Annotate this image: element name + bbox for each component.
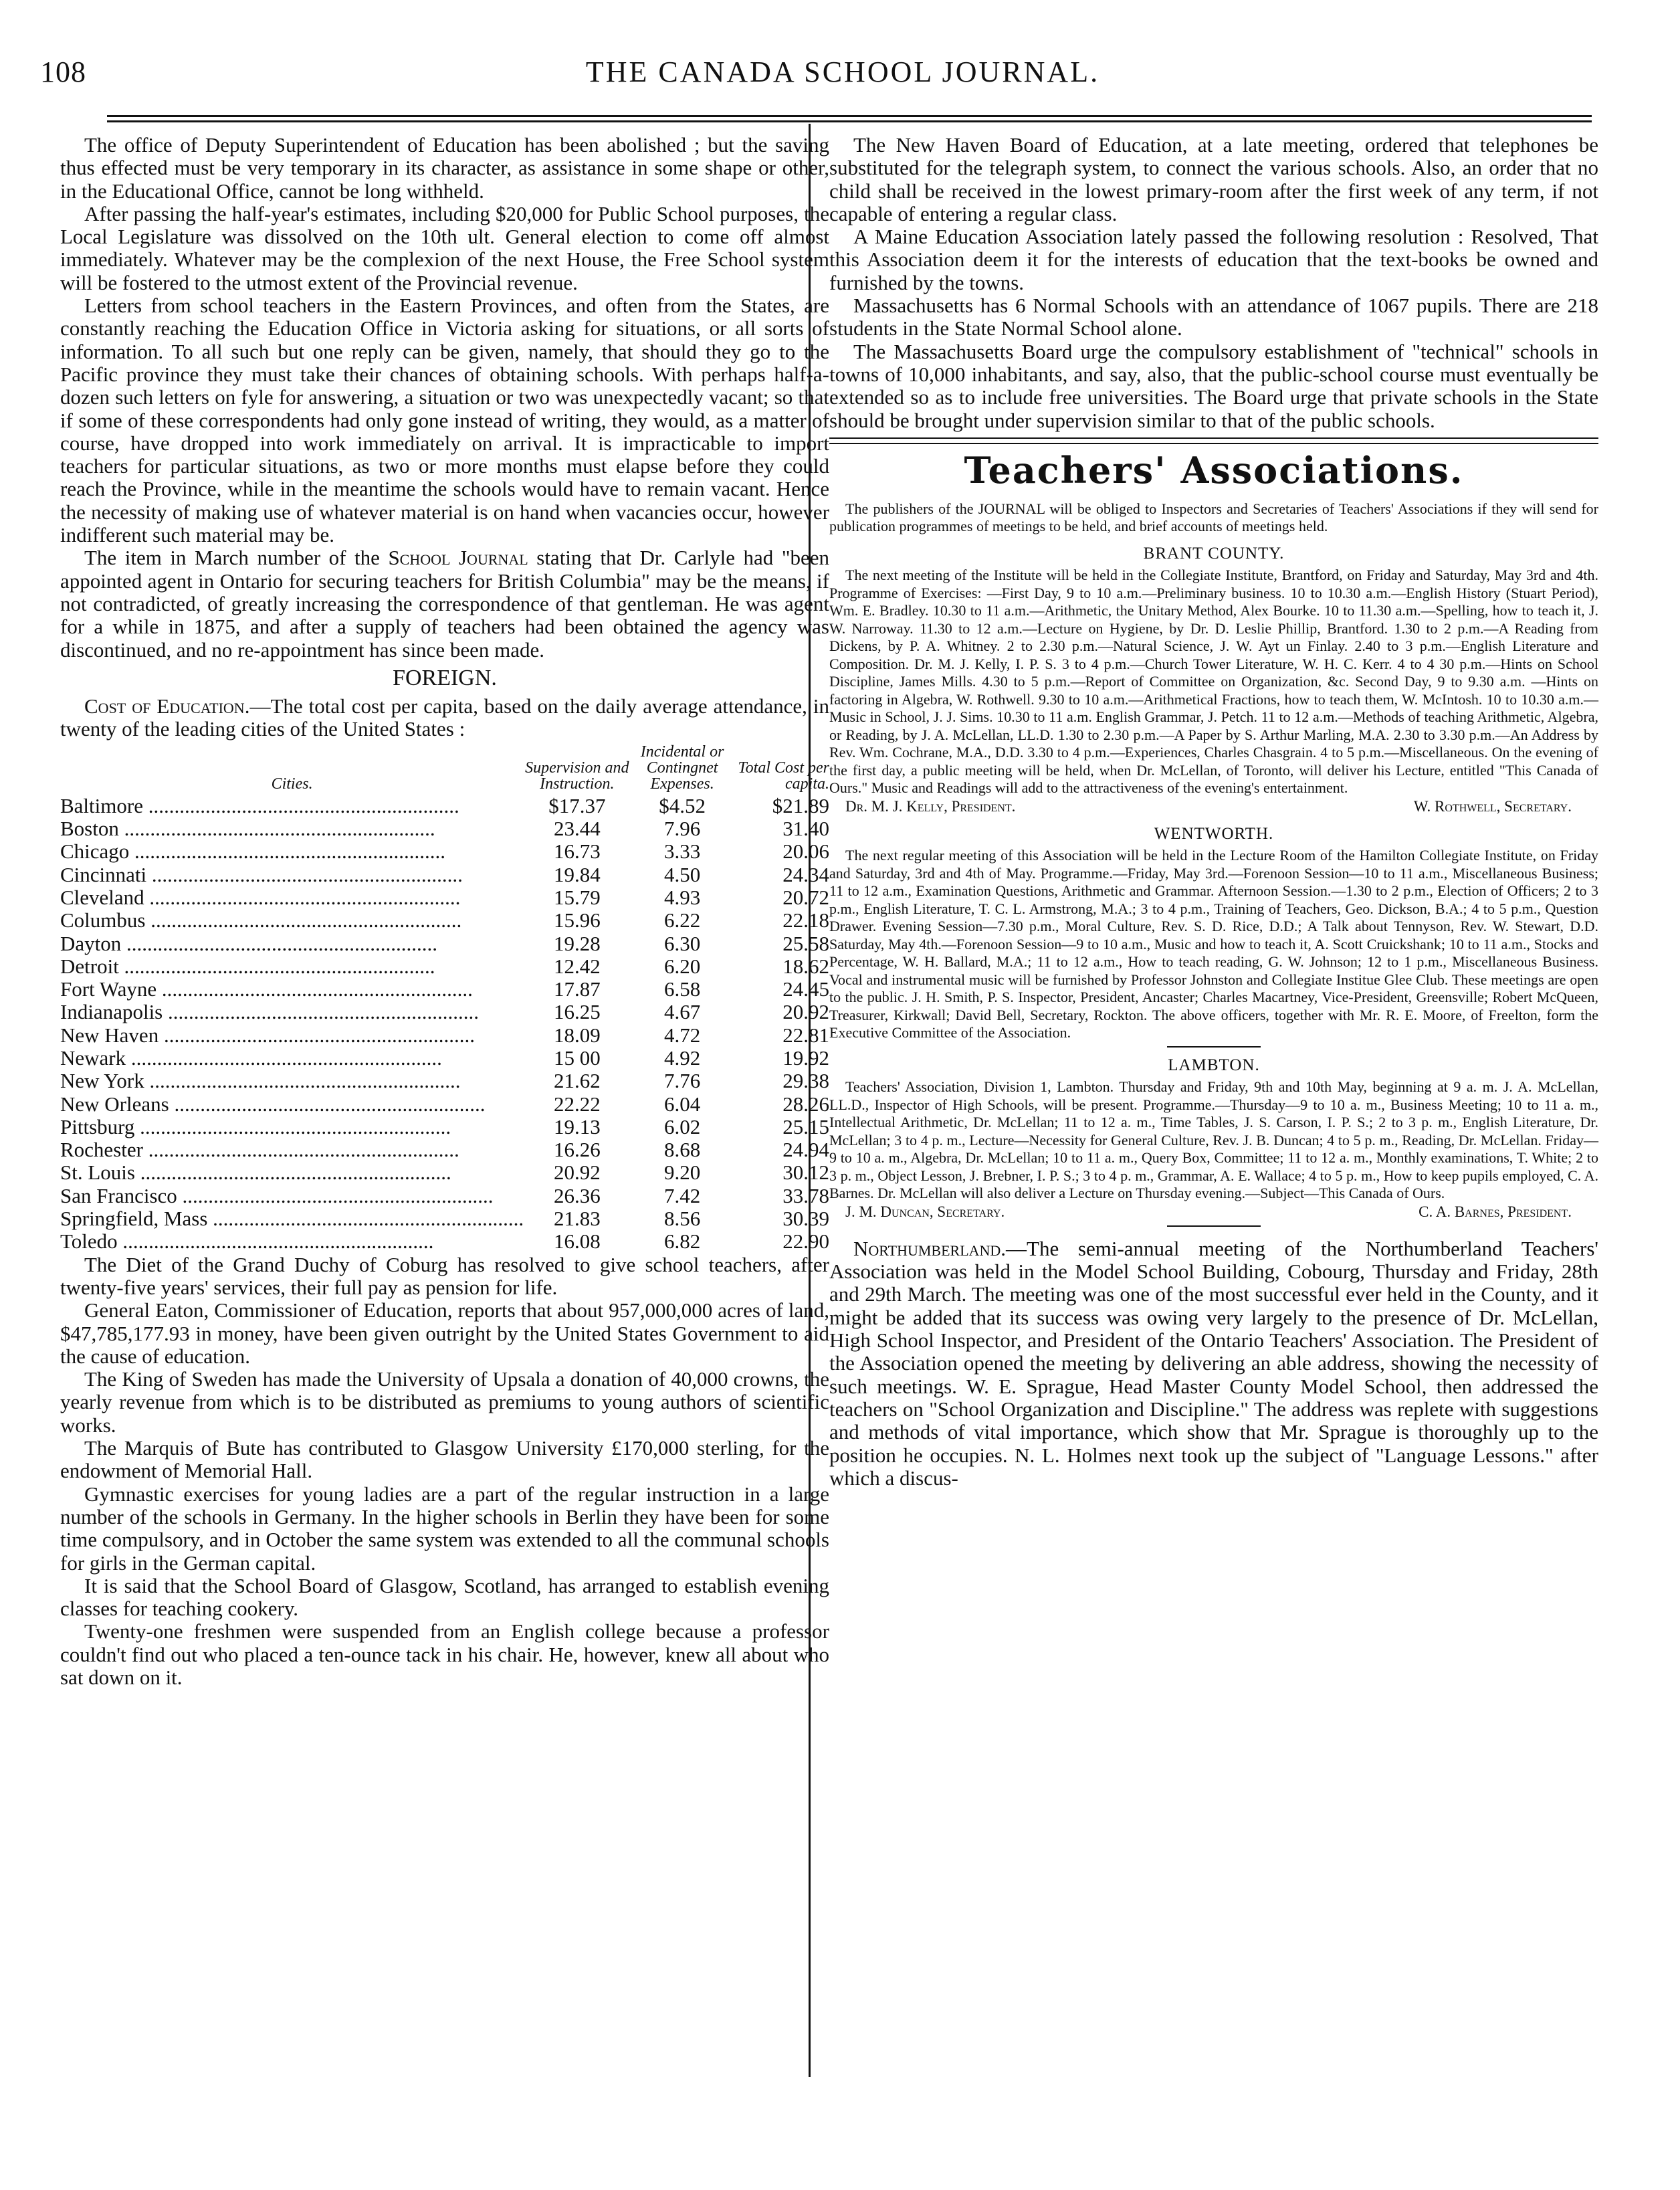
left-column: [60, 134, 829, 1689]
paragraph: The Diet of the Grand Duchy of Coburg has resolved to give school teachers, after twenty-five years' services, their full pay as pension for life.: [60, 1252, 829, 1299]
col-header-city: Cities.: [271, 775, 313, 793]
city-cell: Chicago ............................................................: [60, 840, 446, 864]
supervision-cell: 23.44: [553, 817, 601, 841]
incidental-cell: 4.92: [663, 1046, 701, 1070]
supervision-cell: 17.87: [553, 977, 601, 1001]
signature-secretary: W. Rothwell, Secretary.: [1413, 797, 1572, 815]
subheading-brant-county: BRANT COUNTY.: [1143, 544, 1285, 563]
table-row: [60, 1185, 829, 1207]
brant-notice: The next meeting of the Institute will be held in the Collegiate Institute, Brantford, on Friday and Saturday, May 3rd and 4th. Programme of Exercises: —First Day, 9 to 10 a.m.—Preliminary business. 10 to 10.30 a.m.—English History (Stuart Period), Wm. E. Bradley. 10.30 to 11 a.m.—Arithmetic, the Unitary Method, Alex Bourke. 10 to 11.30 a.m.—Spelling, how to teach it, J. W. Narroway. 11.30 to 12 a.m.—Lecture on Hygiene, by Dr. D. Leslie Phillip, Brantford. 1.30 to 2 p.m.—A Reading from Dickens, by P. A. Whitney. 2 to 2.30 p.m.—Natural Science, J. W. Ayt un Finlay. 2.40 to 3 p.m.—English Literature and Composition. Dr. M. J. Kelly, I. P. S. 3 to 4 p.m.—Church Tower Literature, W. H. C. Kerr. 4 to 4 30 p.m.—Hints on School Discipline, James Mills. 4.30 to 5 p.m.—Report of Committee on Organization, &c. Second Day, 9 to 9.30 a.m. —Hints on factoring in Algebra, W. Rothwell. 9.30 to 10 a.m.—Arithmetical Fractions, how to teach them, W. McIntosh. 10 to 10.30 a.m.—Music in School, J. J. Sims. 10.30 to 11 a.m. English Grammar, J. Petch. 11 to 12 a.m.—Methods of teaching Arithmetic, Algebra, or Reading, by J. A. McLellan, LL.D. 1.30 to 2.30 p.m.—A Paper by S. Arthur Marling, M.A. 2.30 to 3.30 p.m.—An Address by Rev. Wm. Cochrane, M.A., D.D. 3.30 to 4 p.m.—Experiences, Charles Chasgrain. 4 to 5 p.m.—Miscellaneous. On the evening of the first day, a public meeting will be held, when Dr. McLellan, of Toronto, will deliver his Lecture, entitled "This Canada of Ours." Music and Readings will add to the attractiveness of the evening's entertainment.: [829, 567, 1598, 797]
paragraph: General Eaton, Commissioner of Education, reports that about 957,000,000 acres of land, $47,785,177.93 in money, have been given outright by the United States Government to aid the cause of education.: [60, 1298, 829, 1368]
paragraph: The Marquis of Bute has contributed to Glasgow University £170,000 sterling, for the endowment of Memorial Hall.: [60, 1436, 829, 1483]
city-cell: New Orleans ............................................................: [60, 1092, 486, 1116]
total-cell: 20.92: [782, 1000, 829, 1024]
total-cell: 31.40: [782, 817, 829, 841]
total-cell: 22.18: [782, 908, 829, 932]
wentworth-notice: The next regular meeting of this Association will be held in the Lecture Room of the Hamilton Collegiate Institute, on Friday and Saturday, 3rd and 4th of May. Programme.—Friday, May 3rd.—Forenoon Session—10 to 11 a.m., Miscellaneous Business; 11 to 12 a.m., Examination Questions, Arithmetic and Grammar. Afternoon Session.—1.30 to 2 p.m., Election of Officers; 2 to 3 p.m., English Literature, T. C. L. Armstrong, M.A.; 3 to 4 p.m., Training of Teachers, Geo. Dickson, B.A.; 4 to 5 p.m., Question Drawer. Evening Session—7.30 p.m., Moral Culture, Rev. S. D. Rice, D.D.; A Talk about Tennyson, Rev. W. Stewart, D.D. Saturday, May 4th.—Forenoon Session—9 to 10 a.m., Music and how to teach it, A. Scott Cruickshank; 10 to 11 a.m., Stocks and Percentage, W. H. Ballard, M.A.; 11 to 12 a.m., How to teach reading, G. W. Johnson; 12 to 1 p.m., Miscellaneous Business. Vocal and instrumental music will be furnished by Professor Johnston and Collegiate Institue Glee Club. These meetings are open to the public. J. H. Smith, P. S. Inspector, President, Ancaster; Charles Macartney, Vice-President, Greensville; Robert McQueen, Treasurer, Kirkwall; David Bell, Secretary, Rockton. The above officers, together with Mr. R. E. Moore, of Freelton, form the Executive Committee of the Association.: [829, 847, 1598, 1041]
city-cell: St. Louis ............................................................: [60, 1161, 451, 1185]
header-rule-bottom: [107, 120, 1592, 122]
total-cell: 25.58: [782, 931, 829, 955]
total-cell: 28.26: [782, 1092, 829, 1116]
incidental-cell: 4.50: [663, 862, 701, 886]
table-row: [60, 864, 829, 886]
city-cell: Fort Wayne ............................................................: [60, 978, 473, 1001]
incidental-cell: 8.68: [663, 1138, 701, 1162]
table-row: [60, 817, 829, 840]
page-number: 108: [40, 56, 86, 88]
paragraph: A Maine Education Association lately passed the following resolution : Resolved, That this Association deem it for the interests of education that the text-books be owned and furnished by the towns.: [829, 225, 1598, 294]
subheading-lambton: LAMBTON.: [1168, 1056, 1260, 1074]
city-cell: Cincinnati ............................................................: [60, 863, 463, 886]
paragraph: The item in March number of the School Journal stating that Dr. Carlyle had "been appointed agent in Ontario for securing teachers for British Columbia" may be the means, if not contradicted, of greatly increasing the correspondence of that gentleman. He was agent for a while in 1875, and after a supply of teachers had been obtained the agency was discontinued, and no re-appointment has since been made.: [60, 546, 829, 662]
subheading-wentworth: WENTWORTH.: [1154, 824, 1274, 843]
city-cell: Rochester ............................................................: [60, 1138, 459, 1162]
city-cell: Boston ............................................................: [60, 817, 435, 841]
total-cell: $21.89: [772, 793, 829, 817]
total-cell: 18.62: [782, 954, 829, 978]
supervision-cell: 22.22: [553, 1092, 601, 1116]
paragraph: Massachusetts has 6 Normal Schools with an attendance of 1067 pupils. There are 218 students in the State Normal School alone.: [829, 294, 1598, 340]
lambton-signatures: [829, 1203, 1598, 1221]
city-cell: Dayton ............................................................: [60, 932, 438, 955]
paragraph: The King of Sweden has made the University of Upsala a donation of 40,000 crowns, the yearly revenue from which is to be distributed as premiums to young authors of scientific works.: [60, 1367, 829, 1437]
city-cell: San Francisco ............................................................: [60, 1184, 494, 1207]
supervision-cell: 19.84: [553, 862, 601, 886]
city-cell: Pittsburg ............................................................: [60, 1115, 451, 1138]
supervision-cell: 15 00: [553, 1046, 601, 1070]
table-row: [60, 886, 829, 909]
total-cell: 30.39: [782, 1207, 829, 1231]
paragraph: After passing the half-year's estimates, including $20,000 for Public School purposes, the Local Legislature was dissolved on the 10th ult. General election to come off almost immediately. Whatever may be the complexion of the next House, the Free School system will be fostered to the utmost extent of the Provincial revenue.: [60, 201, 829, 294]
incidental-cell: 6.04: [663, 1092, 701, 1116]
col-header-incidental: Incidental or Contingnet Expenses.: [640, 742, 724, 793]
incidental-cell: 4.67: [663, 1000, 701, 1024]
lambton-notice: Teachers' Association, Division 1, Lambton. Thursday and Friday, 9th and 10th May, beginning at 9 a. m. J. A. McLellan, LL.D., Inspector of High Schools, will be present. Programme.—Thursday—9 to 10 a. m., Business Meeting; 10 to 11 a. m., Intellectual Arithmetic, Dr. McLellan; 11 to 12 a. m., Time Tables, J. S. Carson, I. P. S.; 2 to 3 p. m., English Literature, Dr. McLellan; 3 to 4 p. m., Lecture—Necessity for General Culture, Rev. J. B. Duncan; 4 to 5 p. m., Reading, Dr. McLellan. Friday—9 to 10 a. m., Algebra, Dr. McLellan; 10 to 11 a. m., Query Box, Committee; 11 to 12 a. m., Monthly examinations, T. White; 2 to 3 p. m., Object Lesson, J. Brebner, I. P. S.; 3 to 4 p. m., Grammar, A. E. Wallace; 4 to 5 p. m., How to keep pupils employed, C. A. Barnes. Dr. McLellan will also deliver a Lecture on Thursday evening.—Subject—This Canada of Ours.: [829, 1078, 1598, 1202]
run-in-heading: Northumberland.: [853, 1236, 1007, 1260]
incidental-cell: 6.58: [663, 977, 701, 1001]
incidental-cell: 6.82: [663, 1229, 701, 1254]
supervision-cell: 20.92: [553, 1161, 601, 1185]
right-column: [829, 134, 1598, 1490]
total-cell: 24.34: [782, 862, 829, 886]
table-row: [60, 909, 829, 932]
supervision-cell: 21.83: [553, 1207, 601, 1231]
paragraph: The office of Deputy Superintendent of Education has been abolished ; but the saving thus effected must be very temporary in its character, as assistance in some shape or other, in the Educational Office, cannot be long withheld.: [60, 133, 829, 203]
table-row: [60, 1047, 829, 1070]
table-row: [60, 1138, 829, 1161]
incidental-cell: $4.52: [659, 793, 706, 817]
supervision-cell: 16.25: [553, 1000, 601, 1024]
city-cell: Newark ............................................................: [60, 1046, 442, 1070]
table-row: [60, 1116, 829, 1138]
signature-president: Dr. M. J. Kelly, President.: [845, 797, 1016, 815]
total-cell: 24.94: [782, 1138, 829, 1162]
incidental-cell: 9.20: [663, 1161, 701, 1185]
header-rule-top: [107, 115, 1592, 117]
brant-signatures: [829, 797, 1598, 816]
supervision-cell: 15.96: [553, 908, 601, 932]
table-row: [60, 978, 829, 1001]
supervision-cell: 18.09: [553, 1023, 601, 1047]
supervision-cell: 19.13: [553, 1114, 601, 1138]
paragraph: Twenty-one freshmen were suspended from an English college because a professor couldn't find out who placed a ten-ounce tack in his chair. He, however, knew all about who sat down on it.: [60, 1619, 829, 1689]
table-row: [60, 932, 829, 955]
city-cell: New York ............................................................: [60, 1070, 461, 1093]
total-cell: 22.81: [782, 1023, 829, 1047]
total-cell: 25.15: [782, 1114, 829, 1138]
supervision-cell: 16.73: [553, 839, 601, 864]
total-cell: 24.45: [782, 977, 829, 1001]
total-cell: 29.38: [782, 1069, 829, 1093]
total-cell: 20.06: [782, 839, 829, 864]
run-in-heading: Cost of Education.: [84, 694, 250, 718]
city-cell: Cleveland ............................................................: [60, 886, 461, 909]
supervision-cell: 16.26: [553, 1138, 601, 1162]
section-title-teachers-associations: Teachers' Associations.: [964, 448, 1464, 492]
supervision-cell: 16.08: [553, 1229, 601, 1254]
city-cell: Detroit ............................................................: [60, 955, 435, 978]
total-cell: 20.72: [782, 885, 829, 909]
table-row: [60, 1161, 829, 1184]
incidental-cell: 8.56: [663, 1207, 701, 1231]
city-cell: Baltimore ............................................................: [60, 794, 459, 817]
associations-intro: The publishers of the JOURNAL will be obliged to Inspectors and Secretaries of Teachers' Associations if they will send for publication programmes of meetings to be held, and brief accounts of meetings held.: [829, 500, 1598, 535]
city-cell: Toledo ............................................................: [60, 1230, 434, 1254]
table-row: [60, 1230, 829, 1253]
incidental-cell: 4.93: [663, 885, 701, 909]
table-row: [60, 1001, 829, 1023]
incidental-cell: 6.22: [663, 908, 701, 932]
journal-title: THE CANADA SCHOOL JOURNAL.: [585, 56, 1100, 88]
table-row: [60, 795, 829, 817]
city-cell: Columbus ............................................................: [60, 909, 462, 932]
divider-rule: [1167, 1225, 1261, 1227]
cost-table: [60, 741, 829, 1254]
supervision-cell: 19.28: [553, 931, 601, 955]
section-heading-foreign: FOREIGN.: [393, 665, 497, 690]
supervision-cell: 15.79: [553, 885, 601, 909]
incidental-cell: 7.96: [663, 817, 701, 841]
incidental-cell: 6.20: [663, 954, 701, 978]
total-cell: 33.78: [782, 1183, 829, 1207]
table-row: [60, 1207, 829, 1230]
total-cell: 22.90: [782, 1229, 829, 1254]
total-cell: 19.92: [782, 1046, 829, 1070]
signature-president: C. A. Barnes, President.: [1419, 1203, 1572, 1220]
incidental-cell: 6.02: [663, 1114, 701, 1138]
city-cell: Springfield, Mass ............................................................: [60, 1207, 524, 1231]
incidental-cell: 7.42: [663, 1183, 701, 1207]
section-rule: [829, 437, 1598, 444]
paragraph: Cost of Education.—The total cost per capita, based on the daily average attendance, in twenty of the leading cities of the United States :: [60, 694, 829, 741]
northumberland-paragraph: Northumberland.—The semi-annual meeting of the Northumberland Teachers' Association was held in the Model School Building, Cobourg, Thursday and Friday, 28th and 29th March. The meeting was one of the most successful ever held in the County, and it might be added that its success was owing very largely to the presence of Dr. McLellan, High School Inspector, and President of the Ontario Teachers' Association. The President of the Association opened the meeting by delivering an able address, showing the necessity of such meetings. W. E. Sprague, Head Master County Model School, then addressed the teachers on "School Organization and Discipline." The address was replete with suggestions and methods of vital importance, which show that Mr. Sprague is thoroughly up to the position he occupies. N. L. Holmes next took up the subject of "Language Lessons." after which a discus-: [829, 1236, 1598, 1490]
table-row: [60, 840, 829, 863]
supervision-cell: 21.62: [553, 1069, 601, 1093]
paragraph: The Massachusetts Board urge the compulsory establishment of "technical" schools in towns of 10,000 inhabitants, and say, also, that the public-school course must eventually be extended so as to include free universities. The Board urge that private schools in the State should be brought under supervision similar to that of the public schools.: [829, 339, 1598, 432]
supervision-cell: 26.36: [553, 1183, 601, 1207]
divider-rule: [1167, 1046, 1261, 1048]
signature-secretary: J. M. Duncan, Secretary.: [845, 1203, 1005, 1220]
col-header-total: Total Cost per capita.: [738, 759, 829, 793]
incidental-cell: 7.76: [663, 1069, 701, 1093]
supervision-cell: 12.42: [553, 954, 601, 978]
incidental-cell: 3.33: [663, 839, 701, 864]
table-row: [60, 1070, 829, 1092]
supervision-cell: $17.37: [548, 793, 606, 817]
city-cell: Indianapolis ............................................................: [60, 1001, 479, 1024]
col-header-supervision: Supervision and Instruction.: [525, 759, 629, 793]
page-header: [40, 40, 1645, 94]
associations-section: [829, 500, 1598, 1227]
paragraph: Gymnastic exercises for young ladies are a part of the regular instruction in a large number of the schools in Germany. In the higher schools in Berlin they have been for some time compulsory, and in October the same system was extended to all the communal schools for girls in the German capital.: [60, 1482, 829, 1575]
table-row: [60, 1093, 829, 1116]
total-cell: 30.12: [782, 1161, 829, 1185]
paragraph: The New Haven Board of Education, at a late meeting, ordered that telephones be substituted for the telegraph system, to connect the various schools. Also, an order that no child shall be received in the lowest primary-room after the first week of any term, if not capable of entering a regular class.: [829, 133, 1598, 225]
incidental-cell: 4.72: [663, 1023, 701, 1047]
table-row: [60, 1024, 829, 1047]
paragraph: Letters from school teachers in the Eastern Provinces, and often from the States, are constantly reaching the Education Office in Victoria asking for situations, or all sorts of information. To all such but one reply can be given, namely, that should they go to the Pacific province they must take their chances of obtaining schools. With perhaps half-a-dozen such letters on fyle for answering, a situation or two was unexpectedly vacant; so that if some of these correspondents had only gone instead of writing, they would, as a matter of course, have dropped into work immediately on arrival. It is impracticable to import teachers for particular situations, as two or more months must elapse before they could reach the Province, while in the meantime the schools would have to remain vacant. Hence the necessity of making use of whatever material is on hand when vacancies occur, however indifferent such material may be.: [60, 294, 829, 547]
city-cell: New Haven ............................................................: [60, 1023, 475, 1047]
table-row: [60, 955, 829, 978]
paragraph: It is said that the School Board of Glasgow, Scotland, has arranged to establish evening classes for teaching cookery.: [60, 1573, 829, 1621]
incidental-cell: 6.30: [663, 931, 701, 955]
